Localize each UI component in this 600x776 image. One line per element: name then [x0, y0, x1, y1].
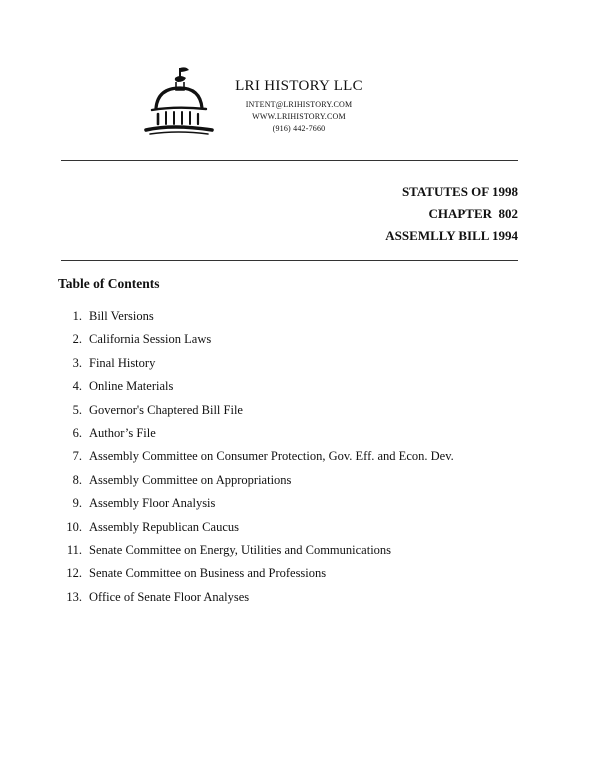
- toc-item-label: Assembly Committee on Appropriations: [89, 472, 292, 487]
- toc-item-number: 9.: [72, 496, 82, 511]
- toc-item-number: 3.: [72, 355, 82, 370]
- toc-item: [60, 517, 454, 540]
- bottom-divider: [61, 260, 518, 261]
- toc-item-label: Senate Committee on Business and Professions: [89, 566, 327, 581]
- toc-item-label: Assembly Floor Analysis: [89, 496, 216, 511]
- toc-item-number: 11.: [66, 542, 82, 557]
- company-phone: (916) 442-7660: [272, 124, 326, 133]
- toc-item-label: California Session Laws: [89, 332, 212, 347]
- toc-item-label: Governor's Chaptered Bill File: [89, 402, 243, 417]
- toc-item-label: Office of Senate Floor Analyses: [89, 589, 250, 604]
- toc-item: [60, 376, 454, 399]
- statute-bill: ASSEMLLY BILL 1994: [385, 228, 518, 243]
- toc-item-number: 4.: [72, 379, 82, 394]
- statute-chapter: CHAPTER 802: [428, 206, 518, 221]
- toc-item-label: Assembly Committee on Consumer Protection, Gov. Eff. and Econ. Dev.: [89, 449, 454, 464]
- toc-item: [60, 446, 454, 469]
- toc-item: [60, 306, 454, 329]
- toc-item: [60, 493, 454, 516]
- statute-year: STATUTES OF 1998: [401, 184, 518, 199]
- toc-item: [60, 540, 454, 563]
- toc-item-label: Senate Committee on Energy, Utilities and Communications: [89, 542, 392, 557]
- toc-item-label: Bill Versions: [89, 309, 154, 323]
- toc-item-number: 7.: [72, 449, 82, 464]
- toc-item-label: Online Materials: [89, 379, 174, 394]
- toc-item: [60, 353, 454, 376]
- toc-item-label: Final History: [89, 355, 156, 370]
- toc-item: [60, 470, 454, 493]
- toc-item-number: 8.: [72, 472, 82, 487]
- toc-title: Table of Contents: [58, 276, 160, 291]
- toc-item-number: 12.: [66, 566, 82, 581]
- company-name: LRI HISTORY LLC: [235, 78, 363, 94]
- toc-item: [60, 400, 454, 423]
- statute-block: [385, 181, 518, 247]
- company-email: INTENT@LRIHISTORY.COM: [245, 100, 353, 109]
- toc-item: [60, 423, 454, 446]
- toc-item-number: 2.: [72, 332, 82, 347]
- company-website: WWW.LRIHISTORY.COM: [252, 112, 346, 121]
- company-header: [224, 76, 374, 135]
- capitol-dome-icon: [142, 64, 214, 140]
- toc-item: [60, 329, 454, 352]
- toc-item-number: 1.: [72, 309, 82, 323]
- toc-item-label: Assembly Republican Caucus: [89, 519, 239, 534]
- toc-item-number: 6.: [72, 425, 82, 440]
- toc-item-number: 5.: [72, 402, 82, 417]
- toc-list: [60, 306, 454, 610]
- toc-item-number: 13.: [66, 589, 82, 604]
- toc-item: [60, 563, 454, 586]
- toc-item-label: Author’s File: [89, 425, 156, 440]
- toc-item-number: 10.: [66, 519, 82, 534]
- top-divider: [61, 160, 518, 161]
- toc-item: [60, 587, 454, 610]
